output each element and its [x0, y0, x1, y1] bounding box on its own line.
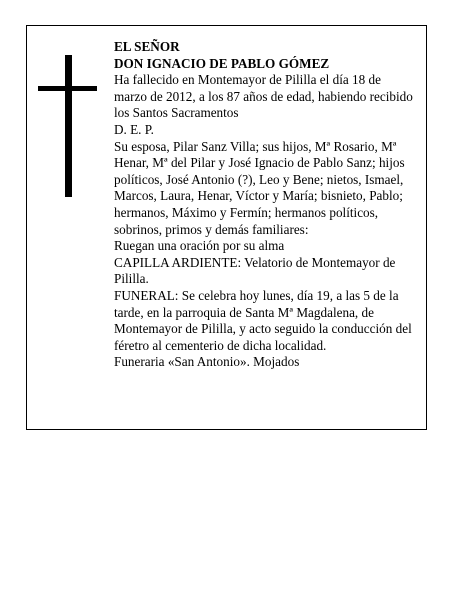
funeral-home: Funeraria «San Antonio». Mojados — [114, 354, 300, 370]
death-info: Ha fallecido en Montemayor de Pililla el día 18 de marzo de 2012, a los 87 años de edad, habiendo recibido los Santos Sacramentos — [114, 72, 413, 121]
obituary-text — [114, 39, 414, 371]
prayer-request: Ruegan una oración por su alma — [114, 238, 285, 254]
funeral-info: FUNERAL: Se celebra hoy lunes, día 19, a las 5 de la tarde, en la parroquia de Santa Mª Magdalena, de Montemayor de Pililla, y acto seguido la conducción del féretro al cementerio de dicha localidad. — [114, 287, 412, 353]
obituary-notice — [26, 25, 427, 430]
chapel-info: CAPILLA ARDIENTE: Velatorio de Montemayor de Pililla. — [114, 254, 396, 287]
cross-vertical-bar — [65, 55, 72, 197]
family-list: Su esposa, Pilar Sanz Villa; sus hijos, Mª Rosario, Mª Henar, Mª del Pilar y José Ignacio de Pablo Sanz; hijos políticos, José Antonio (?), Leo y Bene; nietos, Ismael, Marcos, Laura, Henar, Víctor y María; bisnieto, Pablo; hermanos, Máximo y Fermín; hermanos políticos, sobrinos, primos y demás familiares: — [114, 138, 405, 237]
dep-line: D. E. P. — [114, 121, 154, 137]
title-line-1: EL SEÑOR — [114, 39, 180, 54]
cross-horizontal-bar — [38, 86, 97, 91]
deceased-name: DON IGNACIO DE PABLO GÓMEZ — [114, 55, 330, 71]
